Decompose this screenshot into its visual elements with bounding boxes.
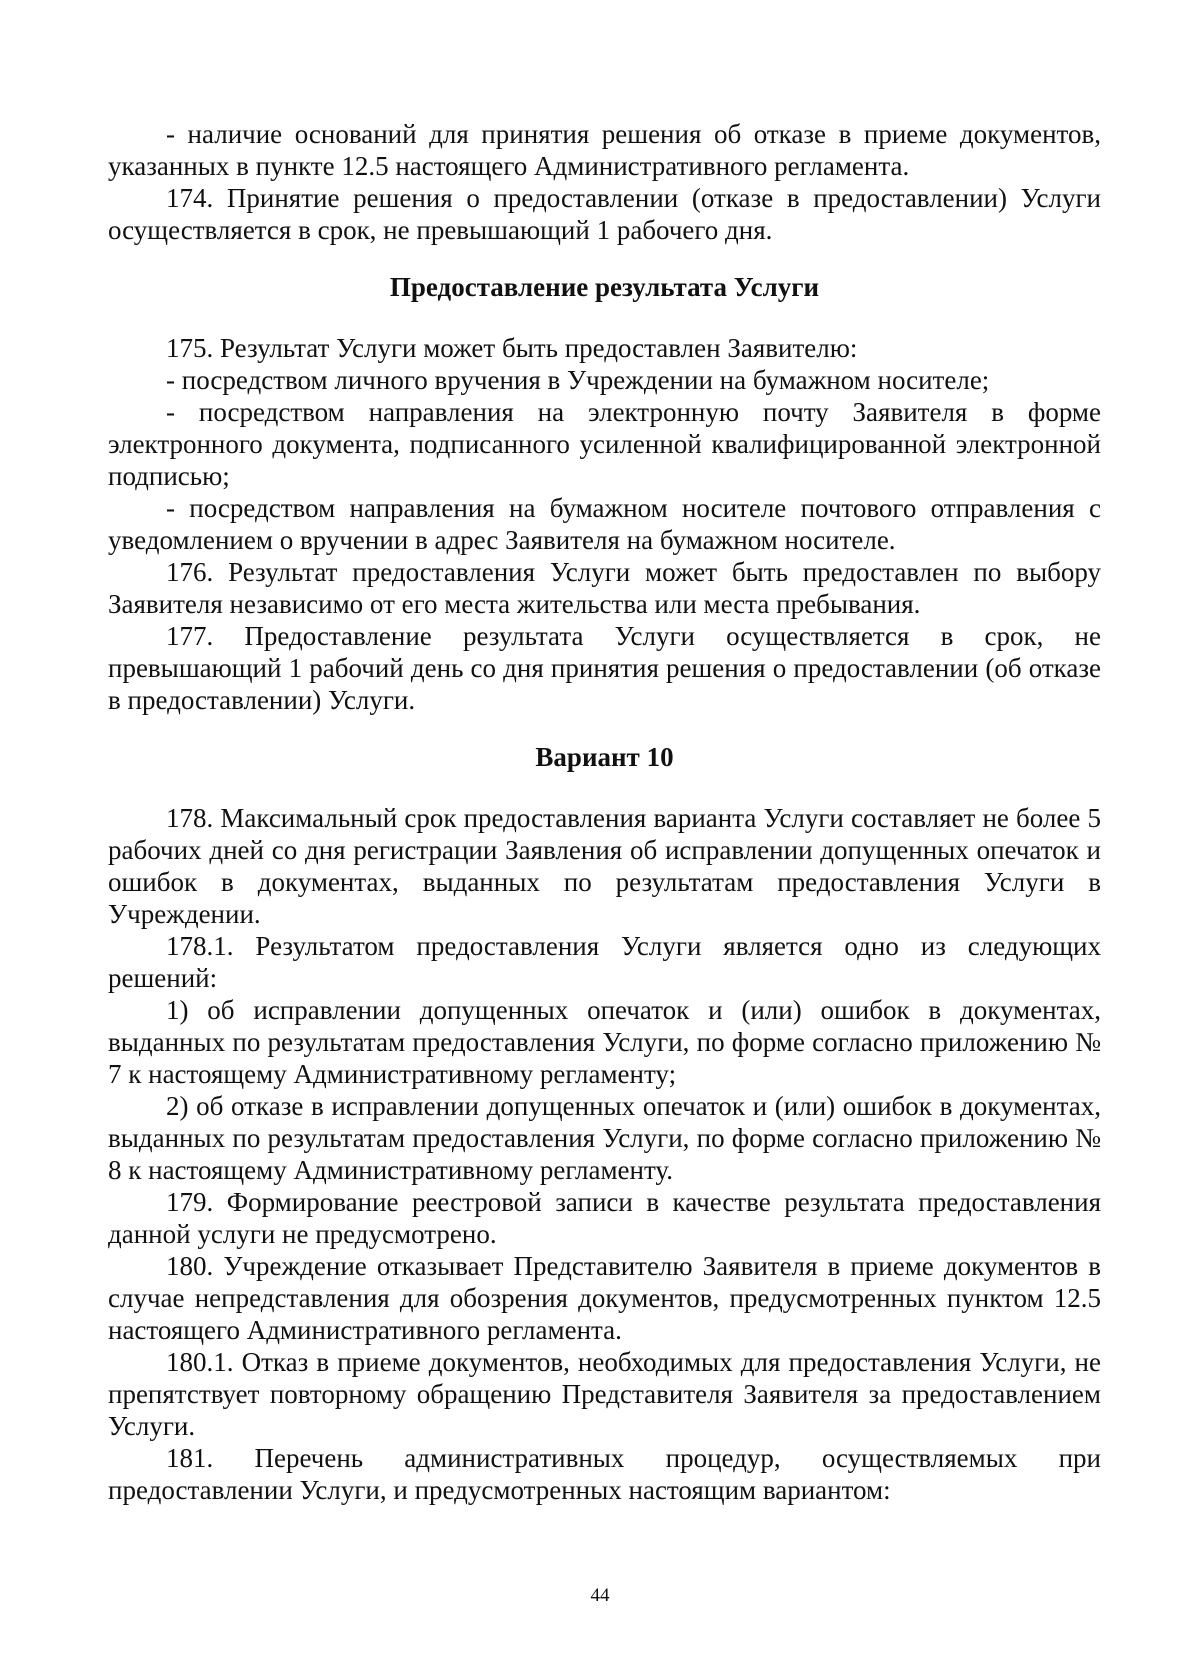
paragraph-175: 175. Результат Услуги может быть предоставлен Заявителю: <box>166 333 858 363</box>
list-item-email-delivery: - посредством направления на электронную почту Заявителя в форме электронного документа, подписанного усиленной квалифицированной электронной подписью; <box>108 397 1101 491</box>
paragraph-174: 174. Принятие решения о предоставлении (отказе в предоставлении) Услуги осуществляется в срок, не превышающий 1 рабочего дня. <box>108 183 1101 245</box>
paragraph-178: 178. Максимальный срок предоставления варианта Услуги составляет не более 5 рабочих дней со дня регистрации Заявления об исправлении допущенных опечаток и ошибок в документах, выданных по результатам предоставления Услуги в Учреждении. <box>108 803 1101 929</box>
paragraph-refusal-grounds: - наличие оснований для принятия решения об отказе в приеме документов, указанных в пункте 12.5 настоящего Административного регламента. <box>108 119 1101 181</box>
spacer <box>108 303 1101 332</box>
document-body <box>108 118 1101 1506</box>
paragraph-181: 181. Перечень административных процедур, осуществляемых при предоставлении Услуги, и предусмотренных настоящим вариантом: <box>108 1443 1101 1505</box>
paragraph-177: 177. Предоставление результата Услуги осуществляется в срок, не превышающий 1 рабочий день со дня принятия решения о предоставлении (об отказе в предоставлении) Услуги. <box>108 621 1101 715</box>
list-item-correction-decision: 1) об исправлении допущенных опечаток и (или) ошибок в документах, выданных по результатам предоставления Услуги, по форме согласно приложению № 7 к настоящему Административному регламенту; <box>108 995 1101 1089</box>
section-heading-variant-10: Вариант 10 <box>535 742 674 772</box>
spacer <box>108 246 1101 271</box>
paragraph-179: 179. Формирование реестровой записи в качестве результата предоставления данной услуги не предусмотрено. <box>108 1187 1101 1249</box>
spacer <box>108 716 1101 741</box>
paragraph-176: 176. Результат предоставления Услуги может быть предоставлен по выбору Заявителя независимо от его места жительства или места пребывания. <box>108 557 1101 619</box>
list-item-personal-delivery: - посредством личного вручения в Учреждении на бумажном носителе; <box>166 365 990 395</box>
list-item-refusal-decision: 2) об отказе в исправлении допущенных опечаток и (или) ошибок в документах, выданных по результатам предоставления Услуги, по форме согласно приложению № 8 к настоящему Административному регламенту. <box>108 1091 1101 1185</box>
page-number: 44 <box>590 1585 610 1606</box>
paragraph-180-1: 180.1. Отказ в приеме документов, необходимых для предоставления Услуги, не препятствует повторному обращению Представителя Заявителя за предоставлением Услуги. <box>108 1347 1101 1441</box>
paragraph-180: 180. Учреждение отказывает Представителю Заявителя в приеме документов в случае непредставления для обозрения документов, предусмотренных пунктом 12.5 настоящего Административного регламента. <box>108 1251 1101 1345</box>
section-heading-result: Предоставление результата Услуги <box>389 272 820 302</box>
paragraph-178-1: 178.1. Результатом предоставления Услуги является одно из следующих решений: <box>108 931 1101 993</box>
list-item-postal-delivery: - посредством направления на бумажном носителе почтового отправления с уведомлением о вручении в адрес Заявителя на бумажном носителе. <box>108 493 1101 555</box>
spacer <box>108 773 1101 802</box>
